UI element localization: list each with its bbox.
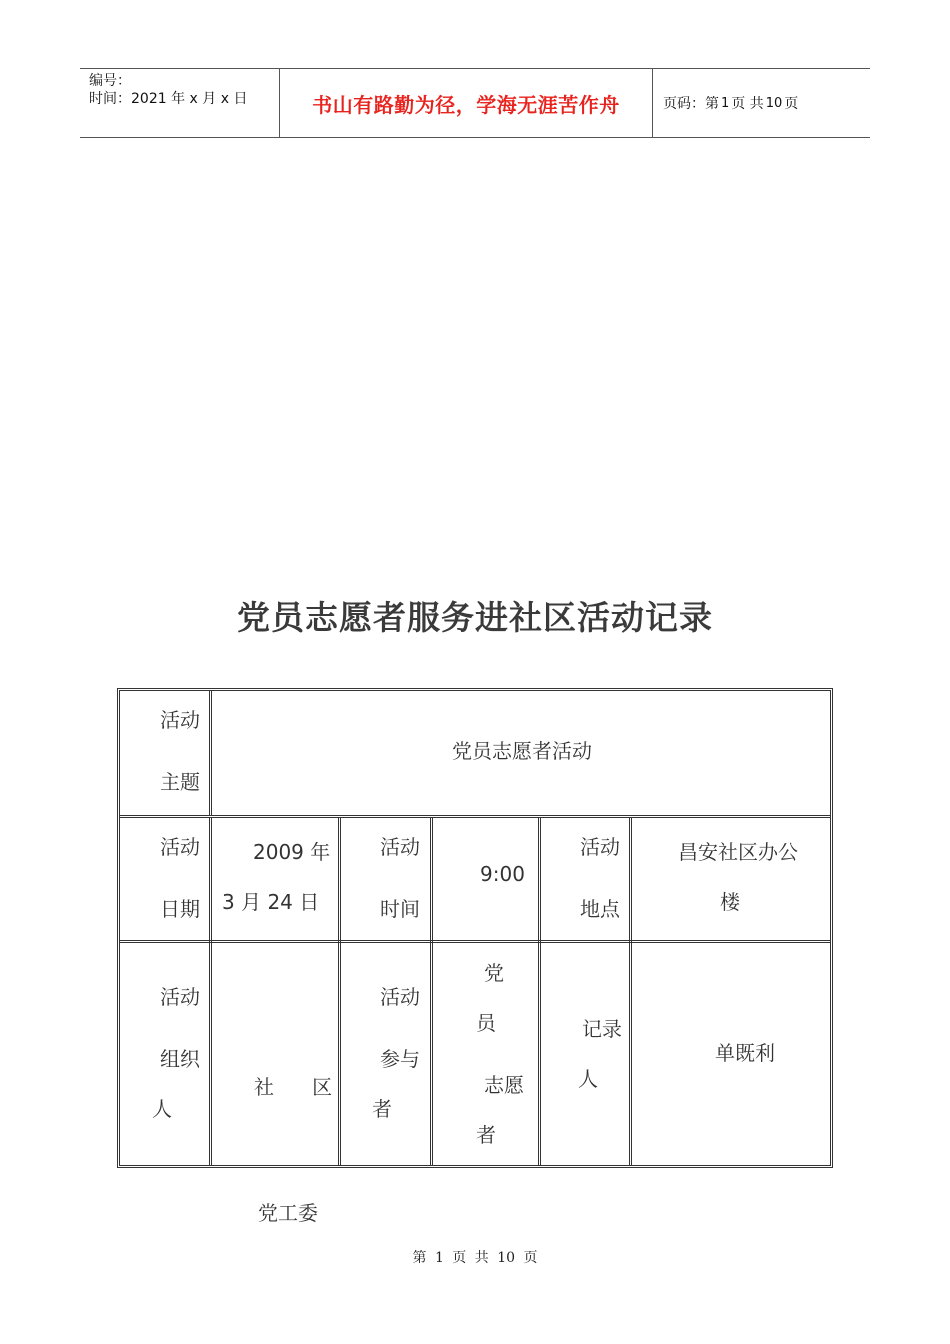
page-total: 10 [765, 95, 783, 111]
organizer-label-line-1: 活动 [160, 985, 200, 1009]
participant-label-line-3: 者 [372, 1097, 392, 1121]
participant-label-line-2: 参与 [380, 1047, 420, 1071]
row-divider [120, 815, 830, 818]
recorder-label-line-1: 记录 [582, 1017, 622, 1041]
date-label-line-2: 日期 [160, 897, 200, 921]
place-value-line-1: 昌安社区办公 [678, 840, 798, 864]
theme-label-line-2: 主题 [160, 770, 200, 794]
date-label [160, 831, 200, 925]
theme-label-line-1: 活动 [160, 708, 200, 732]
participant-label-line-1: 活动 [380, 985, 420, 1009]
header-motto: 书山有路勤为径，学海无涯苦作舟 [280, 69, 653, 137]
activity-record-table [117, 688, 833, 1225]
organizer-label-line-2: 组织 [160, 1047, 200, 1071]
date-value [222, 837, 338, 917]
header-page-info [653, 69, 870, 137]
time-value: 9:00 [480, 862, 525, 886]
column-divider [629, 818, 632, 1165]
date-value-line-1: 2009 年 [253, 840, 331, 864]
page-header [80, 68, 870, 138]
time-label-line-1: 活动 [380, 835, 420, 859]
time-label [380, 831, 420, 925]
theme-value: 党员志愿者活动 [452, 739, 592, 763]
page-prefix: 页码：第 [663, 96, 719, 112]
organizer-label [152, 981, 200, 1125]
date-label-line-1: 活动 [160, 835, 200, 859]
participant-value-line-4: 者 [476, 1123, 496, 1147]
place-label [580, 831, 620, 925]
document-number-label: 编号： [89, 73, 131, 89]
time-label-line-2: 时间 [380, 897, 420, 921]
header-meta [80, 69, 280, 137]
date-value-line-2: 3 月 24 日 [222, 890, 320, 914]
place-label-line-1: 活动 [580, 835, 620, 859]
organizer-value-line-1: 社 区 [254, 1075, 333, 1099]
participant-value [476, 957, 524, 1151]
place-value [678, 837, 798, 917]
page-suffix: 页 [784, 96, 799, 112]
column-divider [538, 818, 541, 1165]
recorder-value: 单既利 [715, 1041, 775, 1065]
participant-value-line-3: 志愿 [484, 1073, 524, 1097]
participant-value-line-2: 员 [476, 1011, 496, 1035]
participant-value-line-1: 党 [484, 961, 504, 985]
page-current: 1 [721, 95, 730, 111]
recorder-label [578, 1013, 622, 1095]
participant-label [372, 981, 420, 1125]
page-middle: 页 共 [731, 96, 764, 112]
column-divider [430, 818, 433, 1165]
document-title: 党员志愿者服务进社区活动记录 [237, 598, 713, 637]
document-time-label: 时间：2021 年 x 月 x 日 [89, 91, 248, 107]
column-divider [338, 818, 341, 1165]
page-footer: 第 1 页 共 10 页 [412, 1250, 538, 1266]
column-divider [209, 818, 212, 1165]
organizer-value-line-2: 党工委 [258, 1201, 318, 1225]
theme-label [160, 704, 200, 798]
place-label-line-2: 地点 [580, 897, 620, 921]
place-value-line-2: 楼 [720, 890, 740, 914]
recorder-label-line-2: 人 [578, 1067, 598, 1091]
organizer-label-line-3: 人 [152, 1097, 172, 1121]
row-divider [120, 940, 830, 943]
